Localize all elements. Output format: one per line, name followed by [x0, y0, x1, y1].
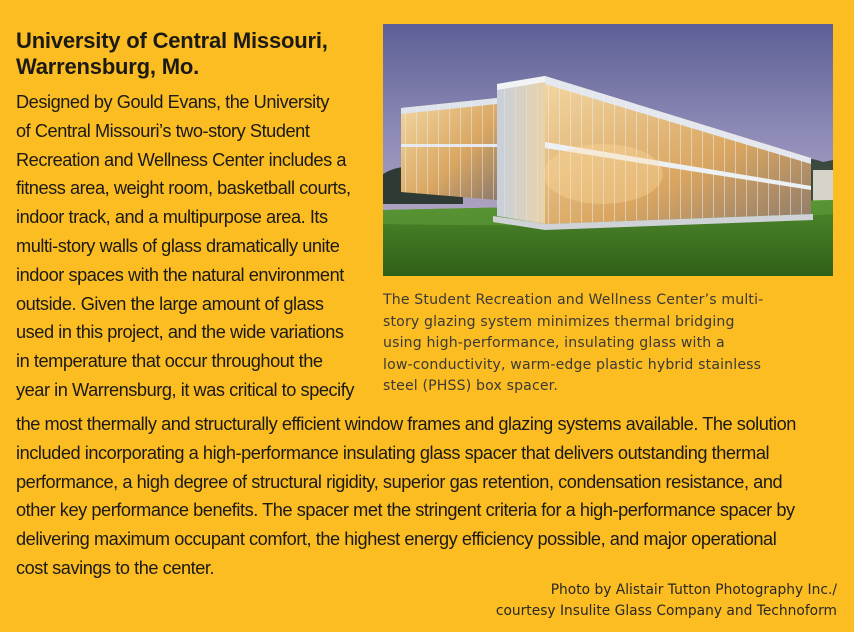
- body-line: delivering maximum occupant comfort, the highest energy efficiency possible, and major operational: [16, 529, 777, 550]
- body-line: Recreation and Wellness Center includes a: [16, 149, 346, 170]
- credit-line: courtesy Insulite Glass Company and Technoform: [495, 603, 837, 619]
- body-line: in temperature that occur throughout the: [16, 351, 323, 372]
- body-line: outside. Given the large amount of glass: [16, 293, 324, 314]
- article-body-full-width: [16, 410, 838, 583]
- building-photo: [383, 24, 833, 276]
- article-title: [16, 28, 376, 80]
- body-line: indoor track, and a multipurpose area. Its: [16, 207, 328, 228]
- photo-credit: [496, 580, 837, 622]
- body-line: cost savings to the center.: [16, 557, 215, 578]
- body-line: indoor spaces with the natural environment: [16, 264, 344, 285]
- article-body-column: [16, 88, 371, 405]
- body-line: included incorporating a high-performance insulating glass spacer that delivers outstanding thermal: [16, 442, 770, 463]
- body-line: multi-story walls of glass dramatically unite: [16, 235, 340, 256]
- credit-line: Photo by Alistair Tutton Photography Inc./: [550, 582, 837, 598]
- title-line: University of Central Missouri,: [16, 28, 328, 53]
- caption-line: The Student Recreation and Wellness Center’s multi-: [383, 292, 764, 308]
- body-line: performance, a high degree of structural rigidity, superior gas retention, condensation resistance, and: [16, 471, 783, 492]
- body-line: used in this project, and the wide variations: [16, 322, 344, 343]
- body-line: other key performance benefits. The spacer met the stringent criteria for a high-performance spacer by: [16, 500, 795, 521]
- body-line: Designed by Gould Evans, the University: [16, 92, 330, 112]
- caption-line: using high-performance, insulating glass with a: [383, 335, 725, 351]
- caption-line: steel (PHSS) box spacer.: [383, 378, 558, 394]
- caption-line: low-conductivity, warm-edge plastic hybrid stainless: [383, 356, 762, 373]
- body-line: fitness area, weight room, basketball courts,: [16, 178, 351, 199]
- caption-line: story glazing system minimizes thermal bridging: [383, 313, 735, 330]
- body-line: year in Warrensburg, it was critical to specify: [16, 379, 354, 400]
- title-line: Warrensburg, Mo.: [16, 54, 199, 79]
- photo-caption: [383, 290, 838, 398]
- body-line: of Central Missouri’s two-story Student: [16, 120, 310, 141]
- body-line: the most thermally and structurally efficient window frames and glazing systems available. The solution: [16, 414, 796, 434]
